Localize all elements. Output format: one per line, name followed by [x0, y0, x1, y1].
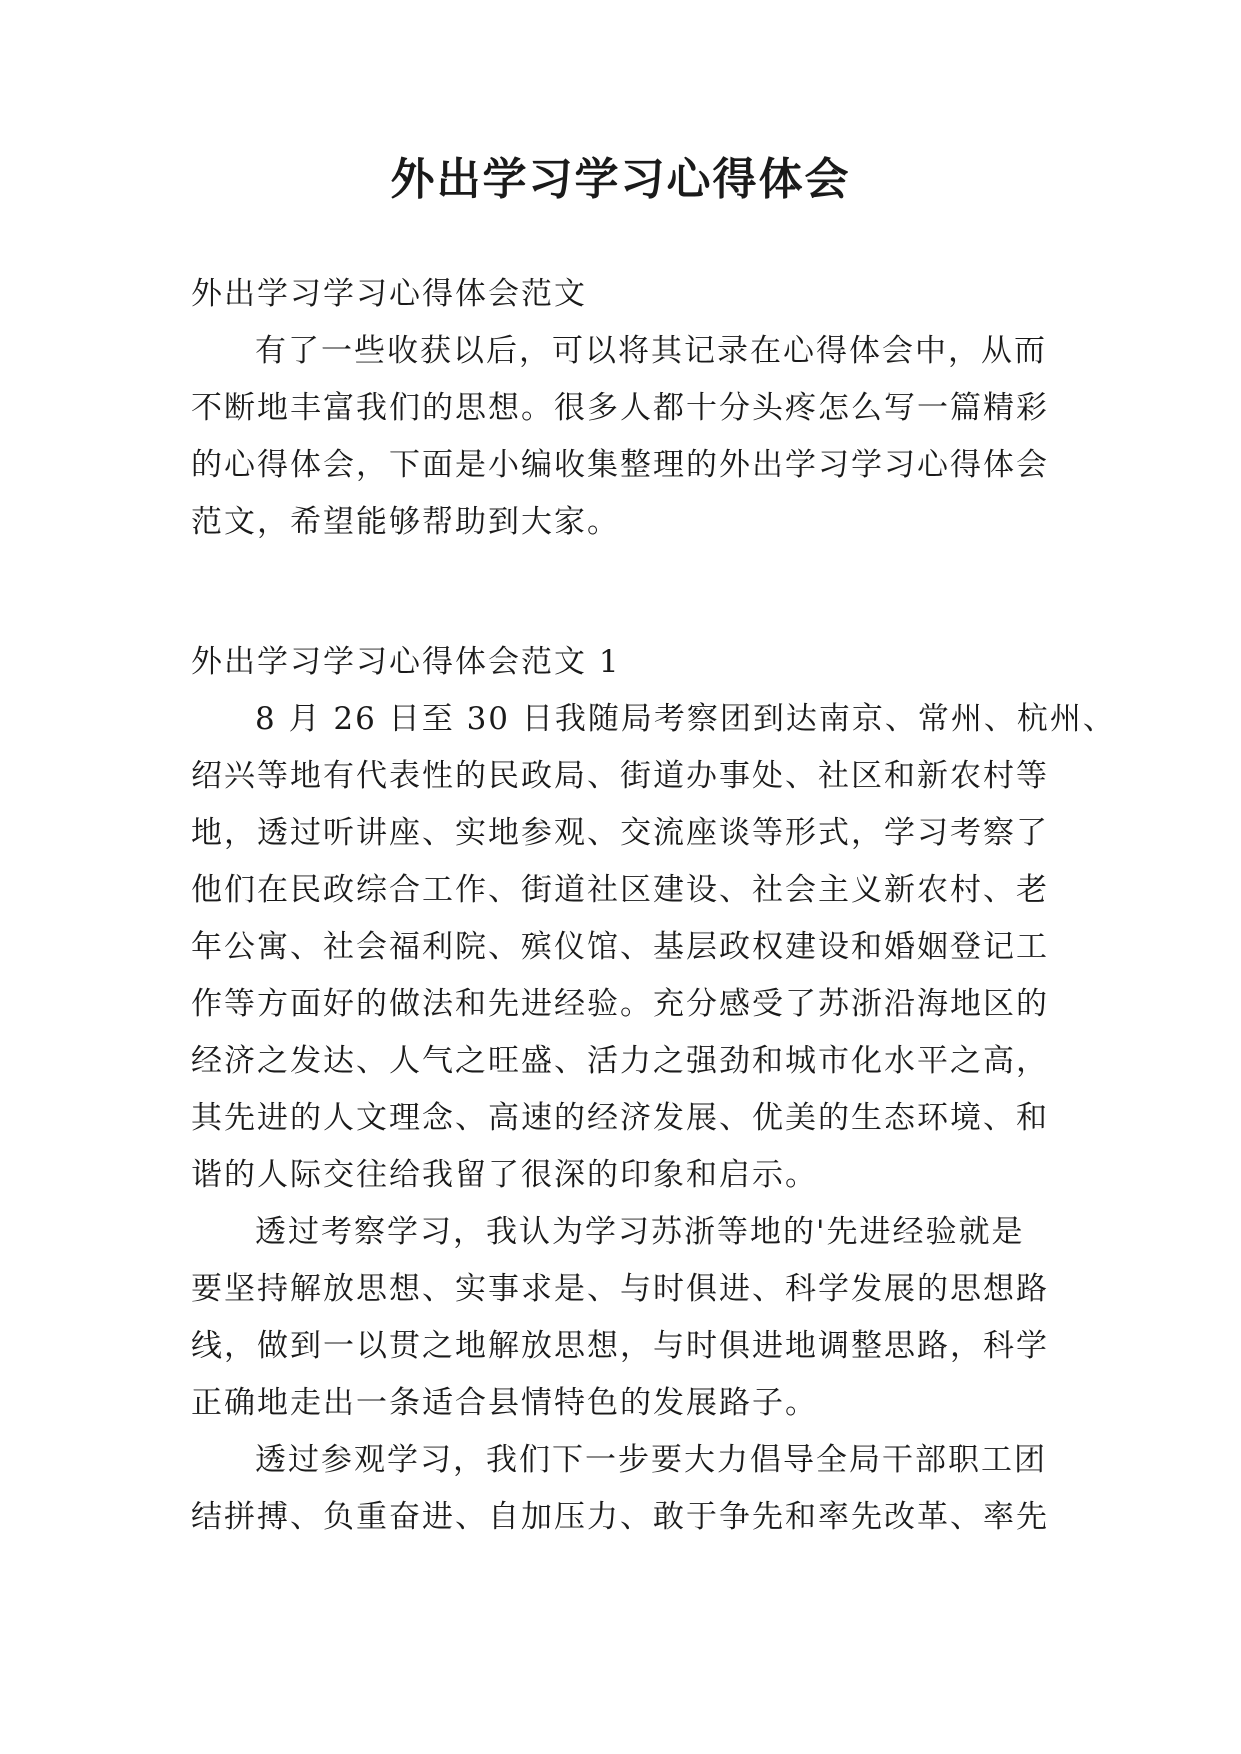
- paragraph-line: 要坚持解放思想、实事求是、与时俱进、科学发展的思想路: [191, 1271, 1049, 1307]
- paragraph-line: 谐的人际交往给我留了很深的印象和启示。: [191, 1157, 818, 1193]
- paragraph-line: 经济之发达、人气之旺盛、活力之强劲和城市化水平之高，: [191, 1043, 1049, 1079]
- section-1: [191, 634, 1116, 1546]
- paragraph-line: 绍兴等地有代表性的民政局、街道办事处、社区和新农村等: [191, 758, 1049, 794]
- paragraph-line: 透过参观学习，我们下一步要大力倡导全局干部职工团: [255, 1442, 1047, 1478]
- intro-paragraph-line: 有了一些收获以后，可以将其记录在心得体会中，从而: [255, 333, 1047, 369]
- section-1-heading: 外出学习学习心得体会范文 1: [191, 644, 621, 680]
- paragraph-line: 作等方面好的做法和先进经验。充分感受了苏浙沿海地区的: [191, 986, 1049, 1022]
- paragraph-line: 线，做到一以贯之地解放思想，与时俱进地调整思路，科学: [191, 1328, 1049, 1364]
- intro-heading: 外出学习学习心得体会范文: [191, 276, 587, 312]
- paragraph-line: 正确地走出一条适合县情特色的发展路子。: [191, 1385, 818, 1421]
- document-title: 外出学习学习心得体会: [390, 154, 851, 205]
- paragraph-line: 他们在民政综合工作、街道社区建设、社会主义新农村、老: [191, 872, 1049, 908]
- paragraph-line: 其先进的人文理念、高速的经济发展、优美的生态环境、和: [191, 1100, 1049, 1136]
- paragraph-line: 透过考察学习，我认为学习苏浙等地的'先进经验就是: [255, 1214, 1025, 1250]
- intro-section: [191, 266, 1061, 551]
- paragraph-line: 结拼搏、负重奋进、自加压力、敢于争先和率先改革、率先: [191, 1499, 1049, 1535]
- intro-paragraph-line: 的心得体会，下面是小编收集整理的外出学习学习心得体会: [191, 447, 1049, 483]
- paragraph-line: 地，透过听讲座、实地参观、交流座谈等形式，学习考察了: [191, 815, 1049, 851]
- intro-paragraph-line: 不断地丰富我们的思想。很多人都十分头疼怎么写一篇精彩: [191, 390, 1049, 426]
- paragraph-line: 年公寓、社会福利院、殡仪馆、基层政权建设和婚姻登记工: [191, 929, 1049, 965]
- intro-paragraph-line: 范文，希望能够帮助到大家。: [191, 504, 620, 540]
- paragraph-line: 8 月 26 日至 30 日我随局考察团到达南京、常州、杭州、: [255, 701, 1116, 737]
